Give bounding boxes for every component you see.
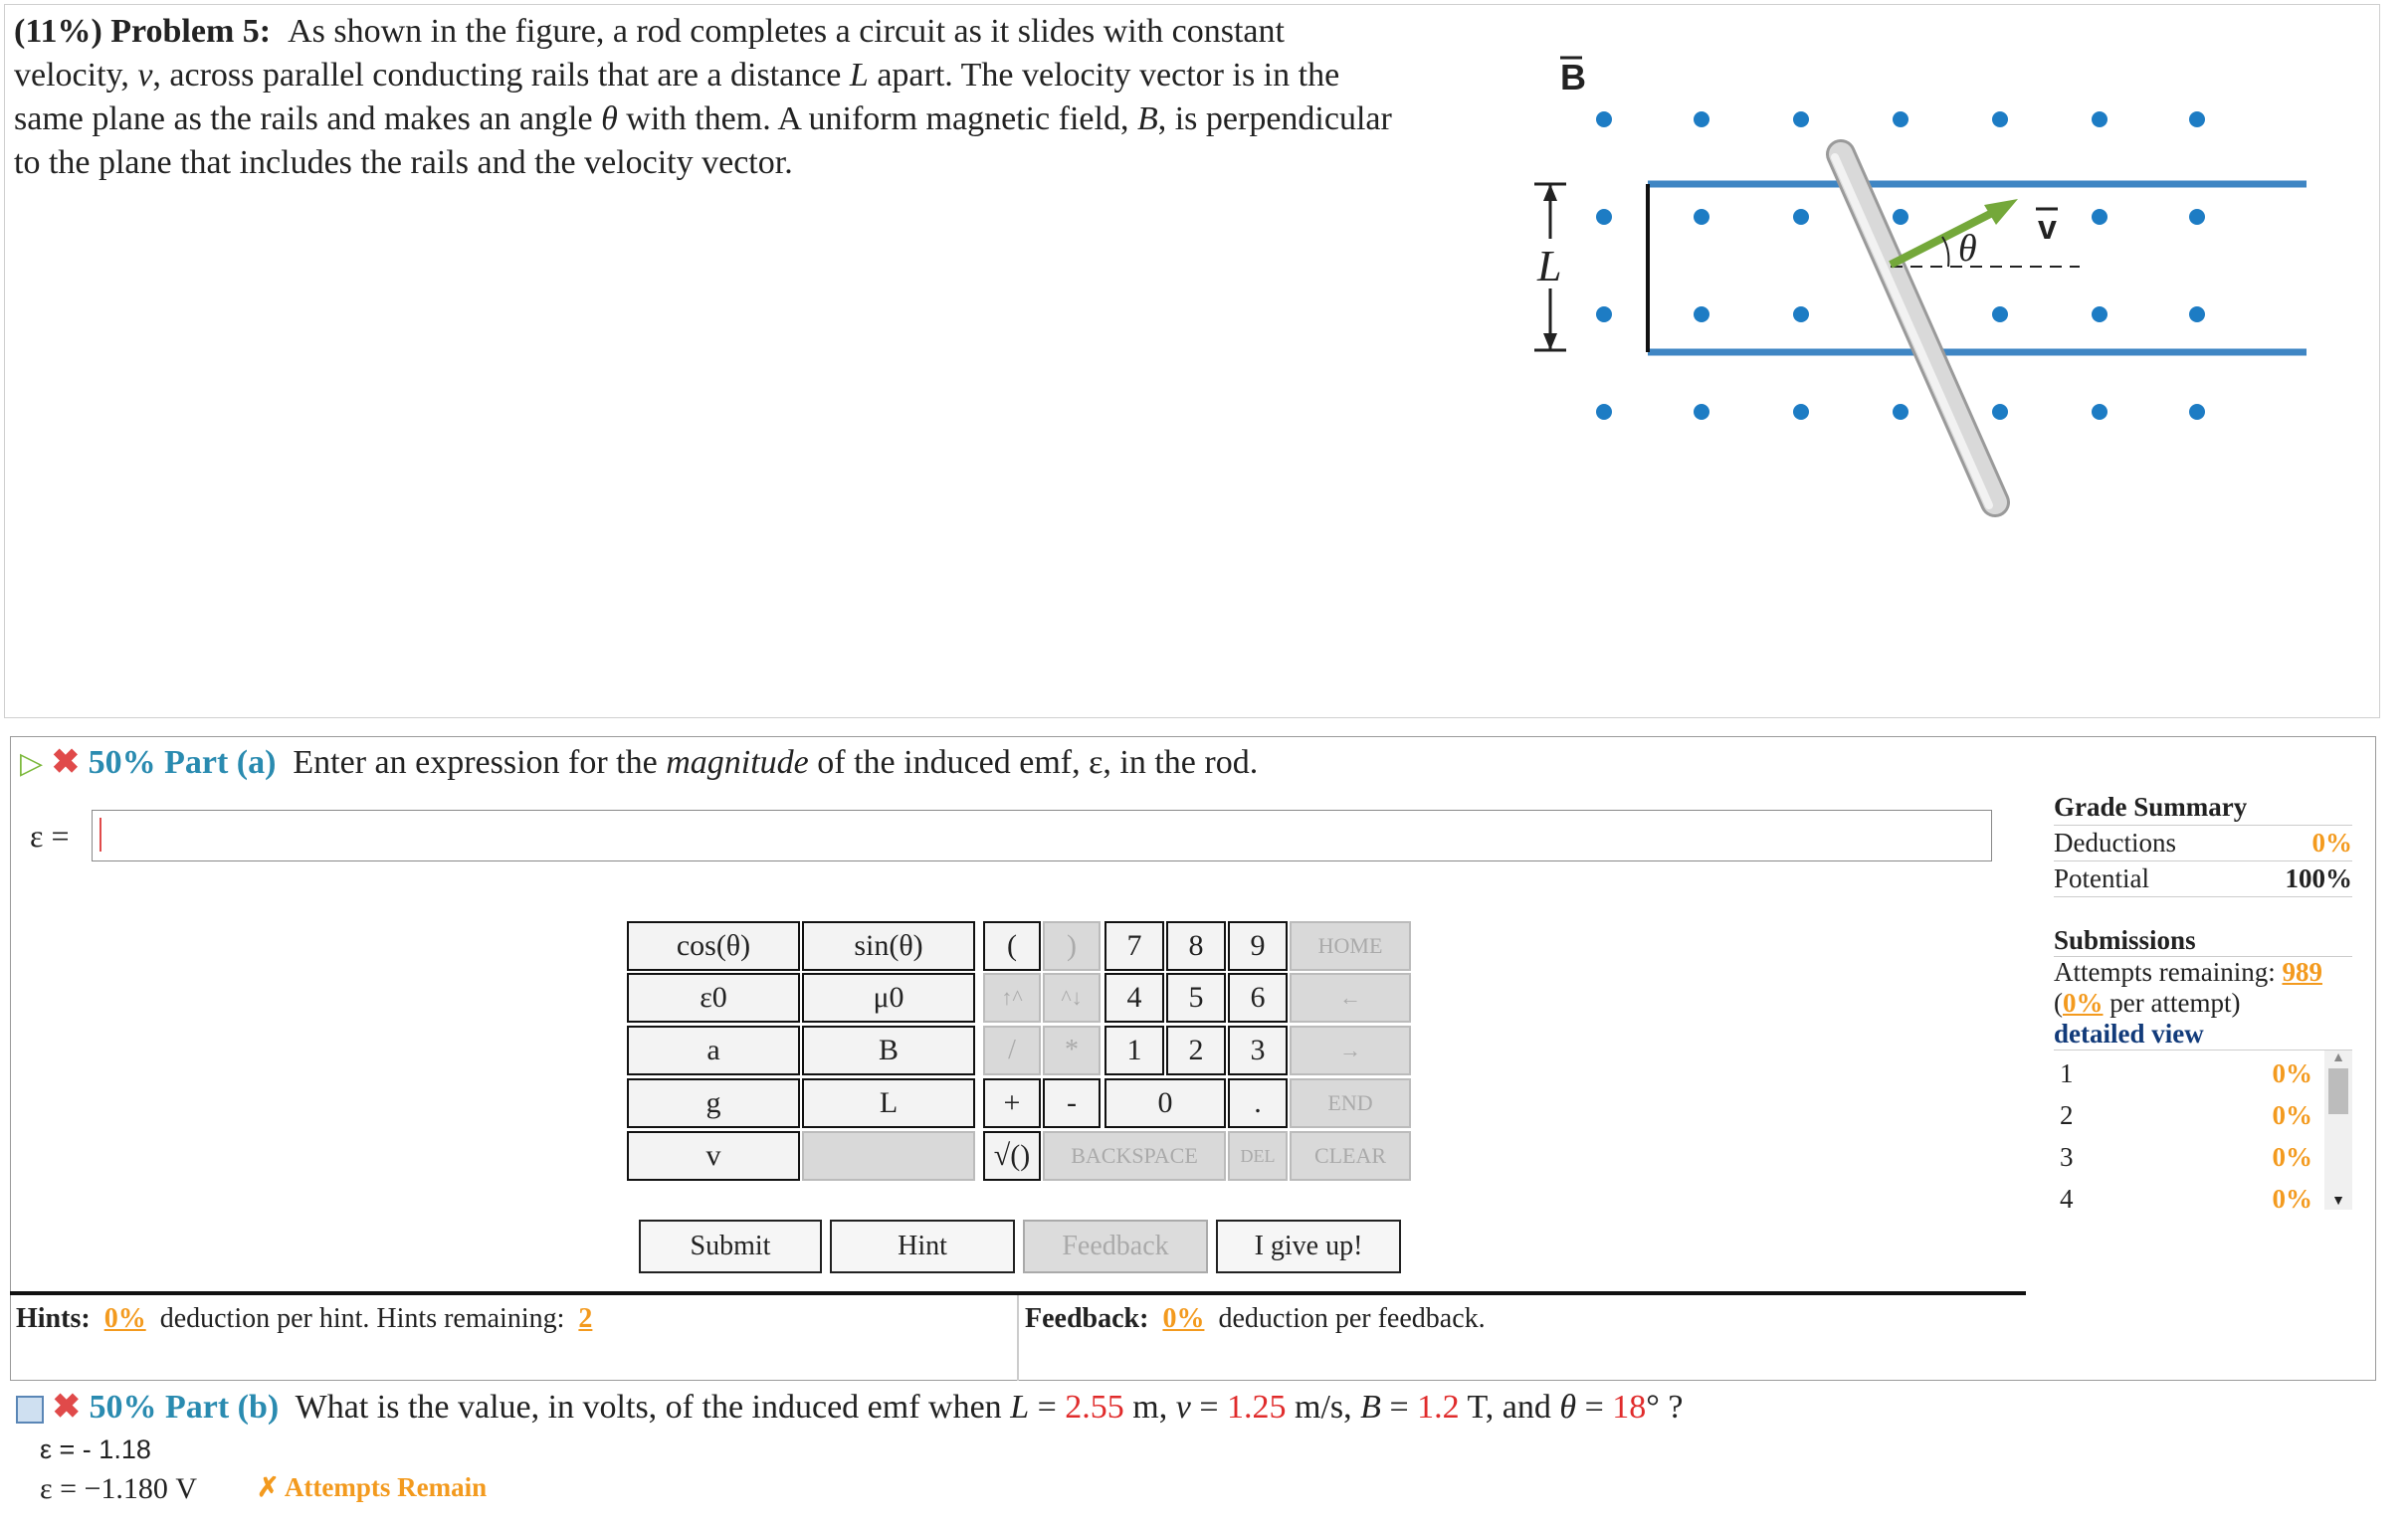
problem-line-2c: apart. The velocity vector is in the xyxy=(868,57,1340,94)
part-a-percent: 50% xyxy=(88,744,156,781)
key-g[interactable]: g xyxy=(627,1078,800,1128)
answer-input[interactable] xyxy=(92,810,1992,861)
key-close-paren[interactable]: ) xyxy=(1043,921,1101,971)
attempts-value: 989 xyxy=(2282,957,2322,987)
key-cos[interactable]: cos(θ) xyxy=(627,921,800,971)
problem-line-3c: , is perpendicular xyxy=(1157,100,1392,137)
part-b-L-value: 2.55 xyxy=(1065,1389,1124,1426)
key-plus[interactable]: + xyxy=(983,1078,1041,1128)
key-end[interactable]: END xyxy=(1290,1078,1411,1128)
key-sqrt[interactable]: √() xyxy=(983,1131,1041,1181)
part-a-prompt: Enter an expression for the xyxy=(293,744,667,781)
collapse-icon[interactable] xyxy=(16,1396,44,1424)
key-L[interactable]: L xyxy=(802,1078,975,1128)
key-divide[interactable]: / xyxy=(983,1026,1041,1075)
key-5[interactable]: 5 xyxy=(1166,973,1226,1023)
key-9[interactable]: 9 xyxy=(1228,921,1288,971)
attempts-label: Attempts remaining: xyxy=(2054,957,2276,987)
scroll-up-icon[interactable]: ▲ xyxy=(2331,1050,2345,1065)
submission-value: 0% xyxy=(2272,1058,2312,1088)
feedback-text: deduction per feedback. xyxy=(1218,1303,1486,1334)
per-attempt xyxy=(2054,988,2352,1019)
key-mu0[interactable]: μ0 xyxy=(802,973,975,1023)
submission-row xyxy=(2060,1142,2312,1173)
detailed-view-link[interactable]: detailed view xyxy=(2054,1019,2352,1050)
rod xyxy=(1835,154,1995,505)
feedback-info xyxy=(1025,1303,1486,1335)
submission-value: 0% xyxy=(2272,1142,2312,1172)
part-b-answer-formatted: ε = −1.180 V xyxy=(40,1472,198,1505)
feedback-label: Feedback: xyxy=(1025,1303,1149,1334)
key-7[interactable]: 7 xyxy=(1104,921,1164,971)
key-sin[interactable]: sin(θ) xyxy=(802,921,975,971)
key-2[interactable]: 2 xyxy=(1166,1026,1226,1075)
angle-label: θ xyxy=(1958,228,1977,270)
key-6[interactable]: 6 xyxy=(1228,973,1288,1023)
scroll-down-icon[interactable]: ▼ xyxy=(2331,1194,2345,1209)
key-4[interactable]: 4 xyxy=(1104,973,1164,1023)
hints-info xyxy=(16,1303,592,1335)
key-epsilon0[interactable]: ε0 xyxy=(627,973,800,1023)
hints-label: Hints: xyxy=(16,1303,91,1334)
length-symbol: L xyxy=(849,57,869,94)
submission-number: 3 xyxy=(2060,1142,2074,1172)
submissions-list xyxy=(2054,1050,2352,1210)
submission-row xyxy=(2060,1100,2312,1131)
scroll-thumb[interactable] xyxy=(2328,1068,2348,1114)
key-0[interactable]: 0 xyxy=(1104,1078,1226,1128)
incorrect-icon: ✖ xyxy=(51,744,81,781)
key-8[interactable]: 8 xyxy=(1166,921,1226,971)
problem-line-3a: same plane as the rails and makes an angle xyxy=(14,100,602,137)
field-symbol: B xyxy=(1136,100,1158,137)
part-b-theta-symbol: θ xyxy=(1559,1389,1577,1426)
key-up-power[interactable]: ↑^ xyxy=(983,973,1041,1023)
submission-number: 4 xyxy=(2060,1184,2074,1210)
problem-line-3b: with them. A uniform magnetic field, xyxy=(617,100,1137,137)
key-right-arrow[interactable]: → xyxy=(1290,1026,1411,1075)
feedback-deduction: 0% xyxy=(1162,1303,1205,1334)
key-backspace[interactable]: BACKSPACE xyxy=(1043,1131,1226,1181)
submit-button[interactable]: Submit xyxy=(639,1220,822,1273)
part-b-answer-raw: ε = - 1.18 xyxy=(40,1434,151,1464)
deductions-value: 0% xyxy=(2311,828,2352,858)
hints-text: deduction per hint. Hints remaining: xyxy=(159,1303,565,1334)
feedback-button[interactable]: Feedback xyxy=(1023,1220,1208,1273)
eq-sign: = xyxy=(1029,1389,1066,1426)
expand-triangle-icon[interactable]: ▷ xyxy=(20,747,44,780)
key-blank xyxy=(802,1131,975,1181)
submission-number: 2 xyxy=(2060,1100,2074,1130)
key-del[interactable]: DEL xyxy=(1228,1131,1288,1181)
per-attempt-text: per attempt) xyxy=(2109,988,2241,1018)
key-clear[interactable]: CLEAR xyxy=(1290,1131,1411,1181)
part-b-theta-value: 18 xyxy=(1612,1389,1647,1426)
key-1[interactable]: 1 xyxy=(1104,1026,1164,1075)
key-multiply[interactable]: * xyxy=(1043,1026,1101,1075)
key-down-power[interactable]: ^↓ xyxy=(1043,973,1101,1023)
velocity-label: v xyxy=(2038,209,2057,247)
paren-open: ( xyxy=(2054,988,2063,1018)
part-b-B-unit: T, and xyxy=(1459,1389,1560,1426)
key-v[interactable]: v xyxy=(627,1131,800,1181)
part-b-B-symbol: B xyxy=(1360,1389,1381,1426)
potential-value: 100% xyxy=(2285,863,2352,893)
submission-value: 0% xyxy=(2272,1100,2312,1130)
part-a-prompt-em: magnitude xyxy=(666,744,809,781)
submissions-title: Submissions xyxy=(2054,925,2352,957)
part-b-label: Part (b) xyxy=(165,1389,280,1426)
grade-title: Grade Summary xyxy=(2054,792,2352,826)
eq-sign: = xyxy=(1190,1389,1228,1426)
part-a-prompt-end: of the induced emf, ε, in the rod. xyxy=(808,744,1259,781)
hints-deduction: 0% xyxy=(103,1303,146,1334)
key-open-paren[interactable]: ( xyxy=(983,921,1041,971)
part-b-v-symbol: v xyxy=(1175,1389,1191,1426)
hint-button[interactable]: Hint xyxy=(830,1220,1015,1273)
eq-sign: = xyxy=(1380,1389,1418,1426)
part-b-question: What is the value, in volts, of the induced emf when xyxy=(295,1389,1011,1426)
grade-summary xyxy=(2054,792,2352,1210)
part-a-header xyxy=(20,742,1258,782)
submission-row xyxy=(2060,1184,2312,1210)
scrollbar[interactable] xyxy=(2324,1050,2352,1210)
per-attempt-pct: 0% xyxy=(2063,988,2104,1018)
problem-line-4: to the plane that includes the rails and the velocity vector. xyxy=(14,144,793,181)
part-b-v-unit: m/s, xyxy=(1286,1389,1361,1426)
submission-value: 0% xyxy=(2272,1184,2312,1210)
part-b-L-unit: m, xyxy=(1123,1389,1176,1426)
length-label: L xyxy=(1537,242,1562,290)
part-b-theta-unit: ° ? xyxy=(1646,1389,1684,1426)
key-3[interactable]: 3 xyxy=(1228,1026,1288,1075)
key-decimal[interactable]: . xyxy=(1228,1078,1288,1128)
theta-symbol: θ xyxy=(601,100,618,137)
problem-label: (11%) Problem 5: xyxy=(14,13,272,50)
part-b-percent: 50% xyxy=(89,1389,157,1426)
deductions-label: Deductions xyxy=(2054,828,2176,858)
part-b-v-value: 1.25 xyxy=(1227,1389,1287,1426)
text-caret xyxy=(100,818,101,852)
answer-label: ε = xyxy=(30,818,70,854)
part-b-B-value: 1.2 xyxy=(1417,1389,1460,1426)
problem-line-2b: , across parallel conducting rails that are a distance xyxy=(152,57,850,94)
key-minus[interactable]: - xyxy=(1043,1078,1101,1128)
rails-figure xyxy=(1512,40,2338,537)
hints-remaining: 2 xyxy=(578,1303,593,1334)
attempts-remaining xyxy=(2054,957,2352,988)
problem-line-2a: velocity, xyxy=(14,57,138,94)
attempts-remain-status: ✗ Attempts Remain xyxy=(257,1472,488,1502)
field-label: B xyxy=(1560,57,1586,97)
part-b-L-symbol: L xyxy=(1010,1389,1030,1426)
key-home[interactable]: HOME xyxy=(1290,921,1411,971)
incorrect-icon: ✖ xyxy=(52,1389,81,1426)
key-left-arrow[interactable]: ← xyxy=(1290,973,1411,1023)
velocity-symbol: v xyxy=(137,57,153,94)
potential-row xyxy=(2054,861,2352,897)
submission-number: 1 xyxy=(2060,1058,2074,1088)
problem-statement xyxy=(14,10,1477,185)
bar-divider xyxy=(1017,1295,1019,1381)
key-B[interactable]: B xyxy=(802,1026,975,1075)
part-b-header xyxy=(16,1387,1683,1427)
eq-sign: = xyxy=(1576,1389,1613,1426)
part-a-label: Part (a) xyxy=(164,744,277,781)
give-up-button[interactable]: I give up! xyxy=(1216,1220,1401,1273)
problem-line-1: As shown in the figure, a rod completes a circuit as it slides with constant xyxy=(288,13,1285,50)
key-a[interactable]: a xyxy=(627,1026,800,1075)
submission-row xyxy=(2060,1058,2312,1089)
potential-label: Potential xyxy=(2054,863,2149,893)
deductions-row xyxy=(2054,826,2352,861)
